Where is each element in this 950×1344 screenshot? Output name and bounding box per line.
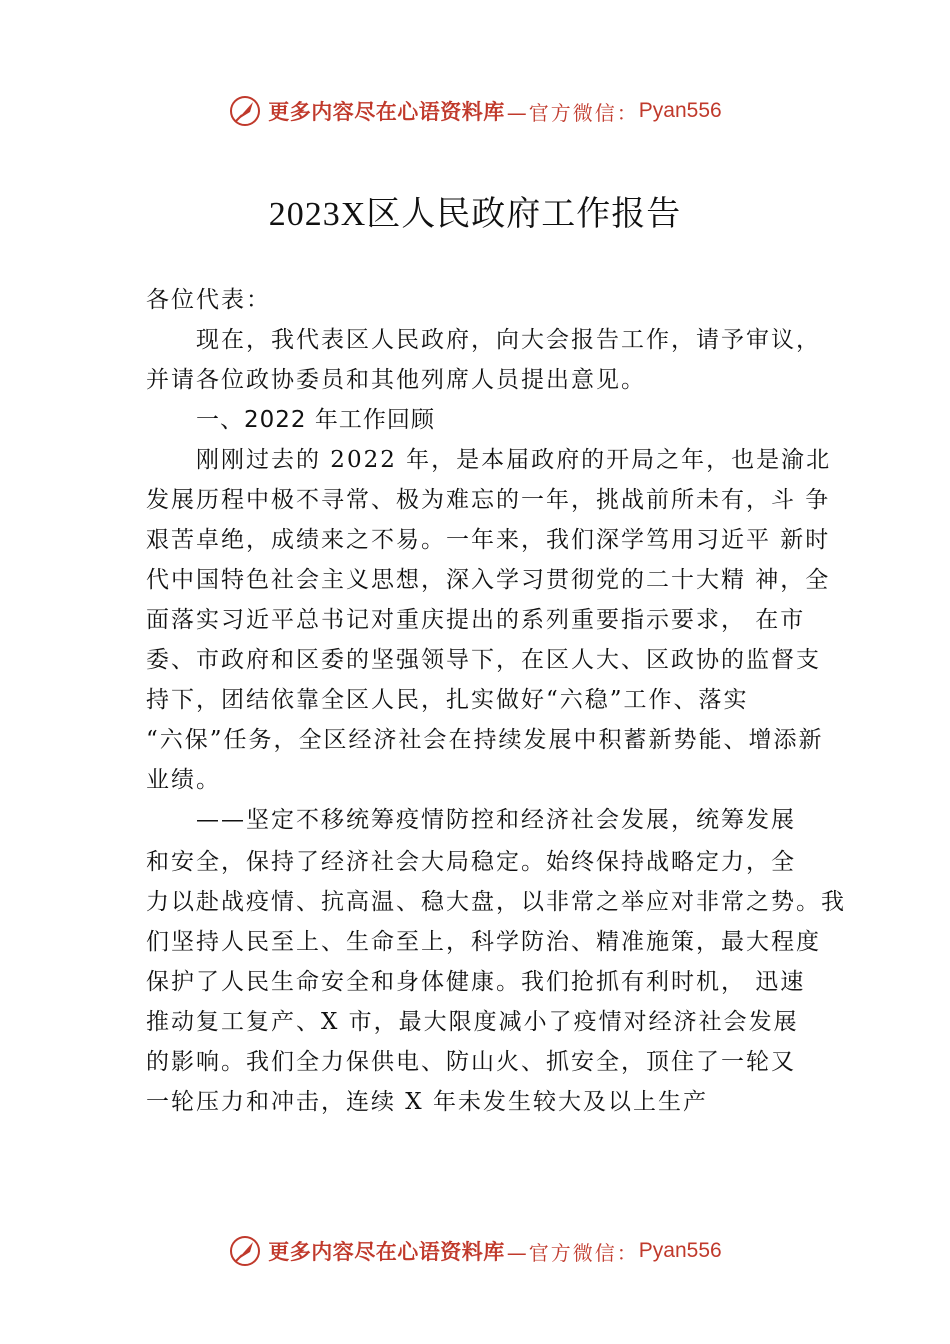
- section-heading: 一、2022 年工作回顾: [196, 407, 435, 433]
- paragraph-line: 持下，团结依靠全区人民，扎实做好“六稳”工作、落实: [146, 687, 749, 713]
- quill-logo-icon: [228, 1234, 262, 1268]
- banner-wechat-id: Pyan556: [638, 1239, 722, 1262]
- document-title: 2023X区人民政府工作报告: [268, 196, 682, 233]
- quill-logo-icon: [228, 94, 262, 128]
- paragraph-line: “六保”任务，全区经济社会在持续发展中积蓄新势能、增添新: [146, 727, 824, 753]
- banner-wechat-label: —官方微信：: [506, 1240, 639, 1265]
- banner-wechat-label: —官方微信：: [506, 100, 639, 125]
- paragraph-line: ——坚定不移统筹疫情防控和经济社会发展，统筹发展: [196, 807, 796, 833]
- banner-wechat-id: Pyan556: [638, 99, 722, 122]
- paragraph-line: 和安全，保持了经济社会大局稳定。始终保持战略定力，全: [146, 849, 796, 875]
- paragraph-line: 委、市政府和区委的坚强领导下，在区人大、区政协的监督支: [146, 647, 821, 673]
- paragraph-line: 艰苦卓绝，成绩来之不易。一年来，我们深学笃用习近平 新时: [146, 527, 831, 553]
- paragraph-line: 刚刚过去的 2022 年，是本届政府的开局之年，也是渝北: [196, 447, 832, 473]
- paragraph-line: 面落实习近平总书记对重庆提出的系列重要指示要求， 在市: [146, 607, 806, 633]
- paragraph-line: 并请各位政协委员和其他列席人员提出意见。: [146, 367, 646, 393]
- banner-text: 更多内容尽在心语资料库: [268, 99, 505, 124]
- paragraph-line: 们坚持人民至上、生命至上，科学防治、精准施策，最大程度: [146, 929, 821, 955]
- paragraph-line: 力以赴战疫情、抗高温、稳大盘，以非常之举应对非常之势。我: [146, 889, 846, 915]
- paragraph-line: 的影响。我们全力保供电、防山火、抓安全，顶住了一轮又: [146, 1049, 796, 1075]
- paragraph-line: 一轮压力和冲击，连续 X 年未发生较大及以上生产: [146, 1089, 708, 1115]
- salutation: 各位代表：: [146, 287, 271, 313]
- footer-banner: [0, 1234, 950, 1268]
- paragraph-line: 现在，我代表区人民政府，向大会报告工作，请予审议，: [196, 327, 821, 353]
- paragraph-line: 发展历程中极不寻常、极为难忘的一年，挑战前所未有，斗 争: [146, 487, 831, 513]
- paragraph-line: 业绩。: [146, 767, 221, 793]
- header-banner: [0, 94, 950, 128]
- paragraph-line: 推动复工复产、X 市，最大限度减小了疫情对经济社会发展: [146, 1009, 799, 1035]
- paragraph-line: 代中国特色社会主义思想，深入学习贯彻党的二十大精 神，全: [146, 567, 831, 593]
- banner-text: 更多内容尽在心语资料库: [268, 1239, 505, 1264]
- paragraph-line: 保护了人民生命安全和身体健康。我们抢抓有利时机， 迅速: [146, 969, 806, 995]
